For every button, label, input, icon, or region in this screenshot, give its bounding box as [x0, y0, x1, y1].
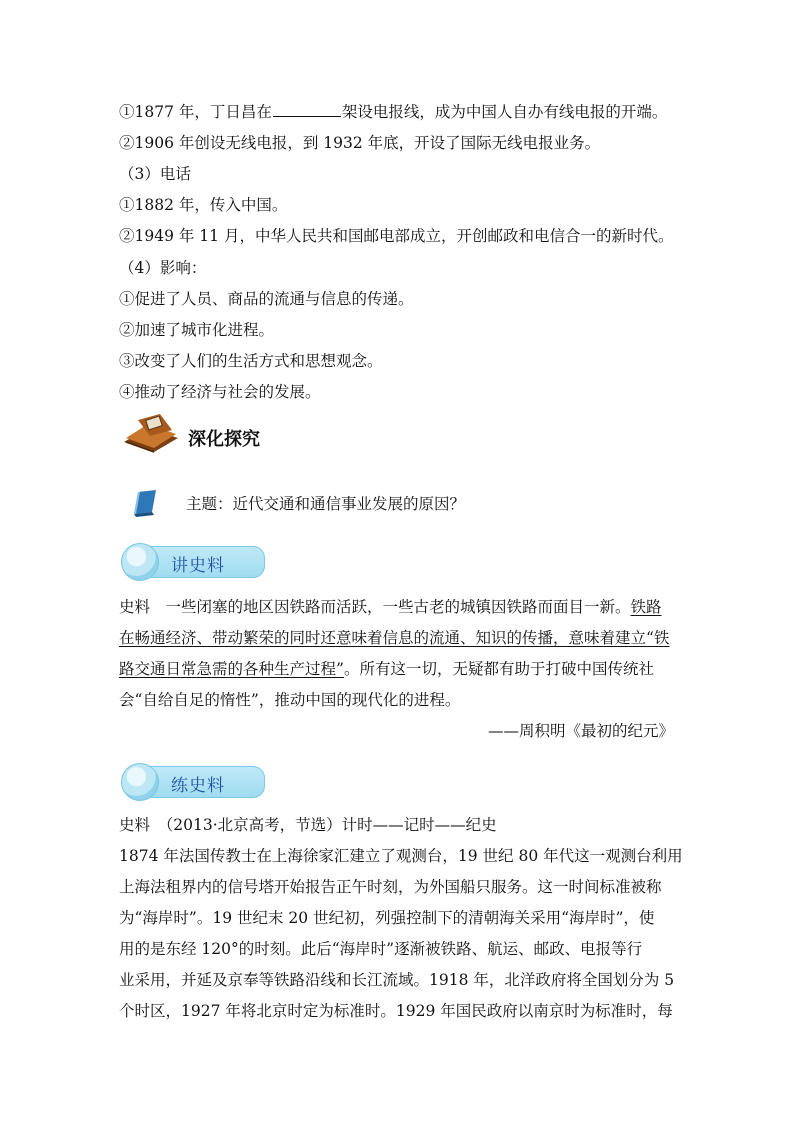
practice-line: 上海法租界内的信号塔开始报告正午时刻，为外国船只服务。这一时间标准被称 — [119, 878, 662, 896]
deepen-title: 深化探究 — [188, 429, 260, 450]
telephone-heading: （3）电话 — [119, 165, 191, 183]
practice-line: 用的是东经 120°的时刻。此后“海岸时”逐渐被铁路、航运、邮政、电报等行 — [119, 940, 643, 958]
lecture-source: ——周积明《最初的纪元》 — [487, 722, 674, 740]
lecture-label: 讲史料 — [171, 556, 225, 576]
impact-heading: （4）影响： — [119, 259, 207, 277]
lecture-line-1 — [119, 597, 662, 617]
theme-text: 主题：近代交通和通信事业发展的原因？ — [186, 495, 466, 513]
fill-in-blank — [273, 102, 341, 117]
telegraph-item-2: ②1906 年创设无线电报，到 1932 年底，开设了国际无线电报业务。 — [119, 134, 601, 152]
lecture-badge — [119, 543, 269, 577]
lecture-line-3 — [119, 659, 654, 679]
practice-badge — [119, 763, 269, 797]
impact-item: ③改变了人们的生活方式和思想观念。 — [119, 352, 383, 370]
lecture-line-3-plain: 。所有这一切，无疑都有助于打破中国传统社 — [343, 660, 654, 678]
practice-intro: 史料 （2013·北京高考，节选）计时——记时——纪史 — [119, 816, 497, 834]
impact-item: ②加速了城市化进程。 — [119, 321, 275, 339]
lecture-line-2: 在畅通经济、带动繁荣的同时还意味着信息的流通、知识的传播，意味着建立“铁 — [119, 629, 670, 647]
practice-label: 练史料 — [171, 776, 225, 796]
practice-line: 为“海岸时”。19 世纪末 20 世纪初，列强控制下的清朝海关采用“海岸时”，使 — [119, 909, 655, 927]
practice-line: 个时区，1927 年将北京时定为标准时。1929 年国民政府以南京时为标准时，每 — [119, 1002, 673, 1020]
lecture-line-1-underlined: 铁路 — [630, 598, 662, 616]
lecture-line-1-plain: 史料 一些闭塞的地区因铁路而活跃，一些古老的城镇因铁路而面目一新。 — [119, 598, 631, 616]
telegraph-item-1 — [119, 102, 667, 122]
telegraph-item-1-prefix: ①1877 年，丁日昌在 — [119, 103, 272, 121]
clock-icon — [121, 763, 159, 801]
blue-book-icon — [130, 488, 162, 518]
practice-line: 业采用，并延及京奉等铁路沿线和长江流域。1918 年，北洋政府将全国划分为 5 — [119, 971, 675, 989]
telephone-item-1: ①1882 年，传入中国。 — [119, 196, 288, 214]
lecture-line-4: 会“自给自足的惰性”，推动中国的现代化的进程。 — [119, 691, 461, 709]
practice-line: 1874 年法国传教士在上海徐家汇建立了观测台，19 世纪 80 年代这一观测台利用 — [119, 847, 683, 865]
book-icon — [120, 412, 182, 458]
impact-item: ④推动了经济与社会的发展。 — [119, 383, 321, 401]
clock-icon — [121, 543, 159, 581]
lecture-line-3-underlined: 路交通日常急需的各种生产过程” — [119, 660, 344, 678]
impact-item: ①促进了人员、商品的流通与信息的传递。 — [119, 290, 414, 308]
telegraph-item-1-suffix: 架设电报线，成为中国人自办有线电报的开端。 — [341, 103, 668, 121]
telephone-item-2: ②1949 年 11 月，中华人民共和国邮电部成立，开创邮政和电信合一的新时代。 — [119, 227, 674, 245]
